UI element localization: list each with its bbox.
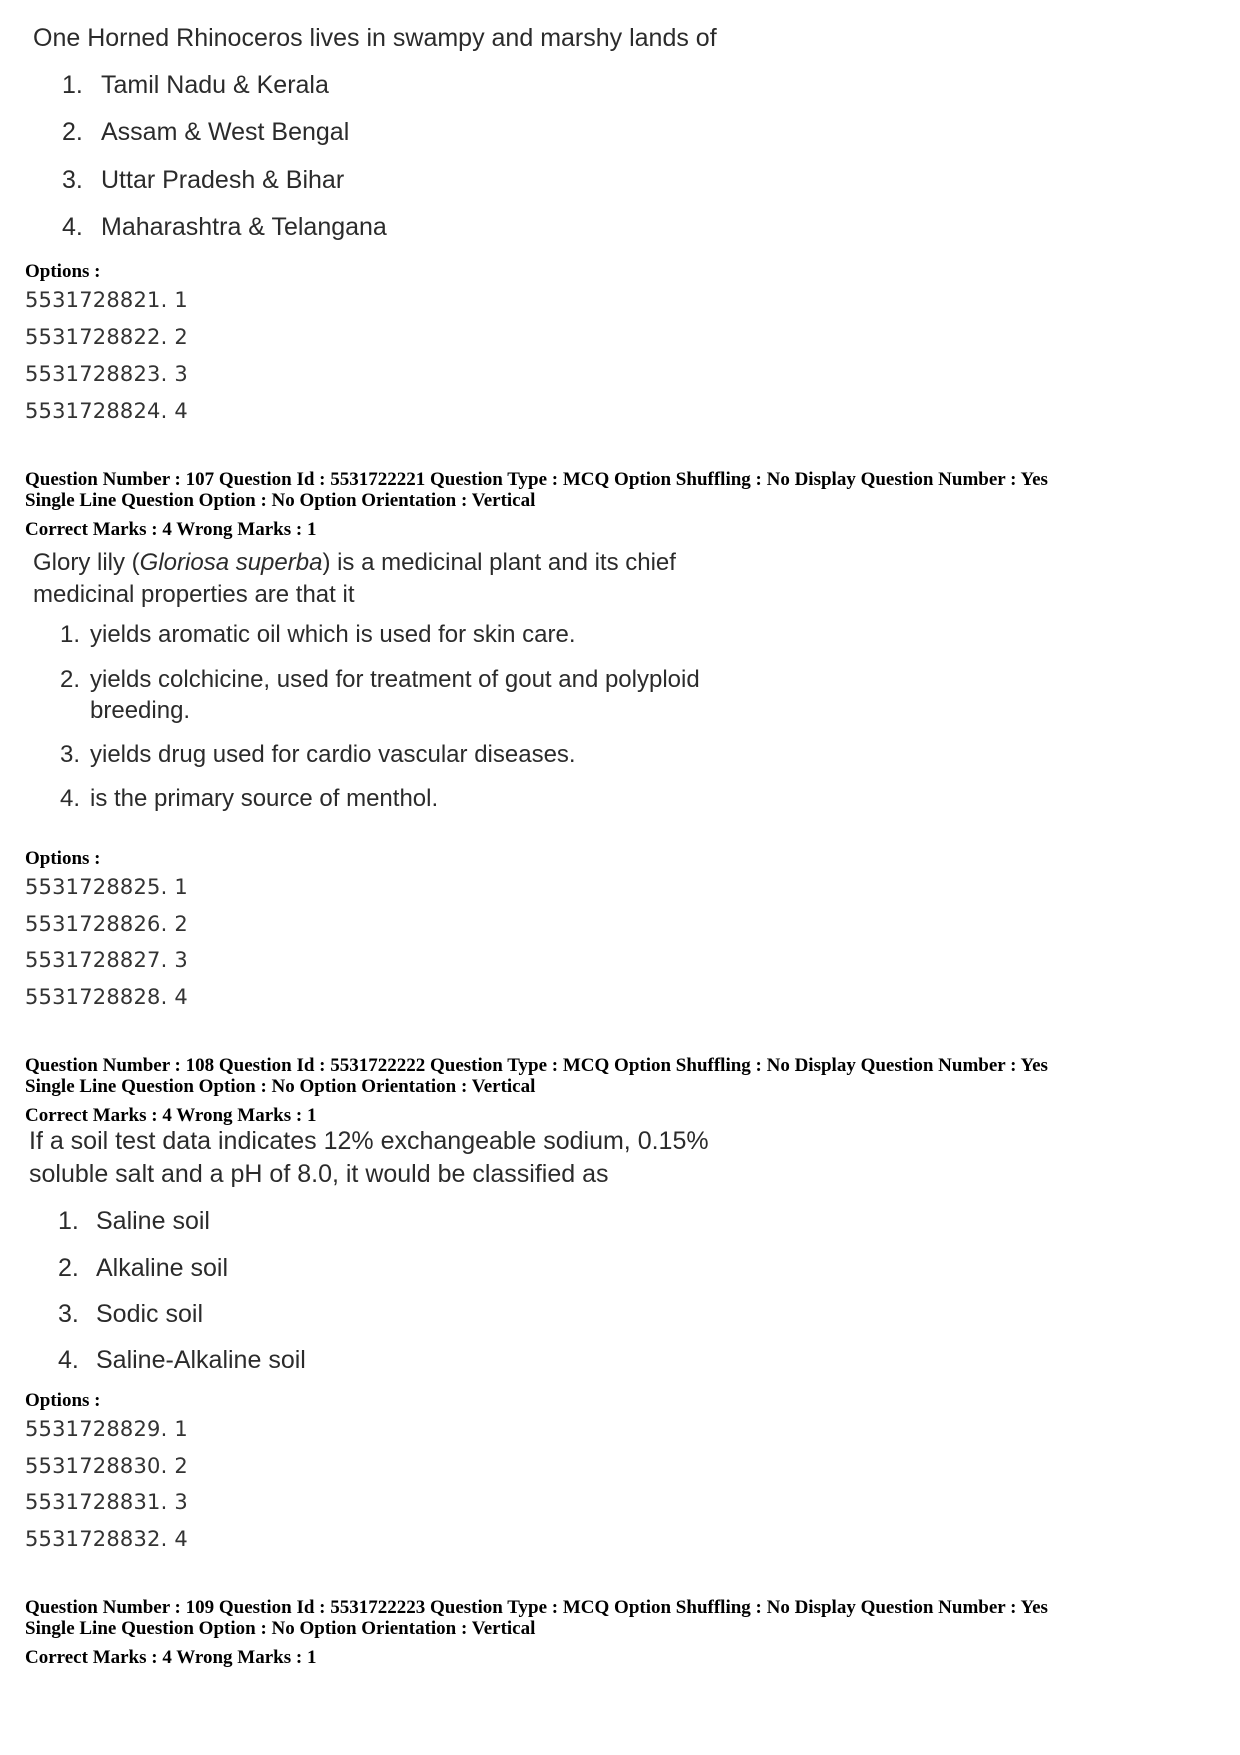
q106-options-label: Options : bbox=[25, 261, 101, 282]
q106-option-2: 5531728822. 2 bbox=[25, 325, 188, 349]
q108-option-3: 5531728831. 3 bbox=[25, 1490, 188, 1514]
q107-species-name: Gloriosa superba bbox=[139, 549, 323, 576]
q107-option-4: 5531728828. 4 bbox=[25, 985, 188, 1009]
q107-choice-2-continued: breeding. bbox=[90, 697, 191, 724]
q107-option-3: 5531728827. 3 bbox=[25, 948, 188, 972]
q106-choice-1: 1. Tamil Nadu & Kerala bbox=[62, 71, 329, 99]
q108-meta-line-1: Question Number : 108 Question Id : 5531722222 Question Type : MCQ Option Shuffling : No Display Question Number : Yes bbox=[25, 1055, 1048, 1076]
q108-choice-3: 3. Sodic soil bbox=[58, 1300, 203, 1328]
q106-option-4: 5531728824. 4 bbox=[25, 399, 188, 423]
q107-question-text bbox=[33, 547, 733, 611]
q107-option-1: 5531728825. 1 bbox=[25, 875, 188, 899]
q108-meta-line-2: Single Line Question Option : No Option Orientation : Vertical bbox=[25, 1076, 536, 1097]
q109-meta-line-1: Question Number : 109 Question Id : 5531722223 Question Type : MCQ Option Shuffling : No Display Question Number : Yes bbox=[25, 1597, 1048, 1618]
q109-meta-line-2: Single Line Question Option : No Option Orientation : Vertical bbox=[25, 1618, 536, 1639]
q107-option-2: 5531728826. 2 bbox=[25, 912, 188, 936]
q106-question-text: One Horned Rhinoceros lives in swampy and marshy lands of bbox=[33, 24, 717, 52]
q106-choice-4: 4. Maharashtra & Telangana bbox=[62, 213, 387, 241]
q108-options-label: Options : bbox=[25, 1390, 101, 1411]
q107-question-line-2: medicinal properties are that it bbox=[33, 581, 355, 608]
q108-choice-2: 2. Alkaline soil bbox=[58, 1254, 229, 1282]
q106-choice-2: 2. Assam & West Bengal bbox=[62, 118, 350, 146]
q107-choice-4: 4. is the primary source of menthol. bbox=[60, 785, 439, 812]
q108-choice-1: 1. Saline soil bbox=[58, 1207, 210, 1235]
q107-choice-2: 2. yields colchicine, used for treatment of gout and polyploid bbox=[60, 666, 700, 693]
q107-choice-1: 1. yields aromatic oil which is used for skin care. bbox=[60, 621, 576, 648]
q108-option-1: 5531728829. 1 bbox=[25, 1417, 188, 1441]
q109-marks: Correct Marks : 4 Wrong Marks : 1 bbox=[25, 1647, 317, 1668]
q107-meta-line-1: Question Number : 107 Question Id : 5531722221 Question Type : MCQ Option Shuffling : No Display Question Number : Yes bbox=[25, 469, 1048, 490]
q107-question-line-1-start: Glory lily (Gloriosa superba) is a medicinal plant and its chief bbox=[33, 549, 676, 576]
q107-options-label: Options : bbox=[25, 848, 101, 869]
q108-question-line-1: If a soil test data indicates 12% exchangeable sodium, 0.15% bbox=[29, 1127, 709, 1155]
q108-marks: Correct Marks : 4 Wrong Marks : 1 bbox=[25, 1105, 317, 1126]
q108-option-2: 5531728830. 2 bbox=[25, 1454, 188, 1478]
q106-choice-3: 3. Uttar Pradesh & Bihar bbox=[62, 166, 345, 194]
q106-option-3: 5531728823. 3 bbox=[25, 362, 188, 386]
q108-choice-4: 4. Saline-Alkaline soil bbox=[58, 1346, 306, 1374]
q108-question-line-2: soluble salt and a pH of 8.0, it would be classified as bbox=[29, 1160, 609, 1188]
q106-option-1: 5531728821. 1 bbox=[25, 288, 188, 312]
q107-meta-line-2: Single Line Question Option : No Option Orientation : Vertical bbox=[25, 490, 536, 511]
q108-option-4: 5531728832. 4 bbox=[25, 1527, 188, 1551]
q107-marks: Correct Marks : 4 Wrong Marks : 1 bbox=[25, 519, 317, 540]
q107-choice-3: 3. yields drug used for cardio vascular diseases. bbox=[60, 741, 576, 768]
